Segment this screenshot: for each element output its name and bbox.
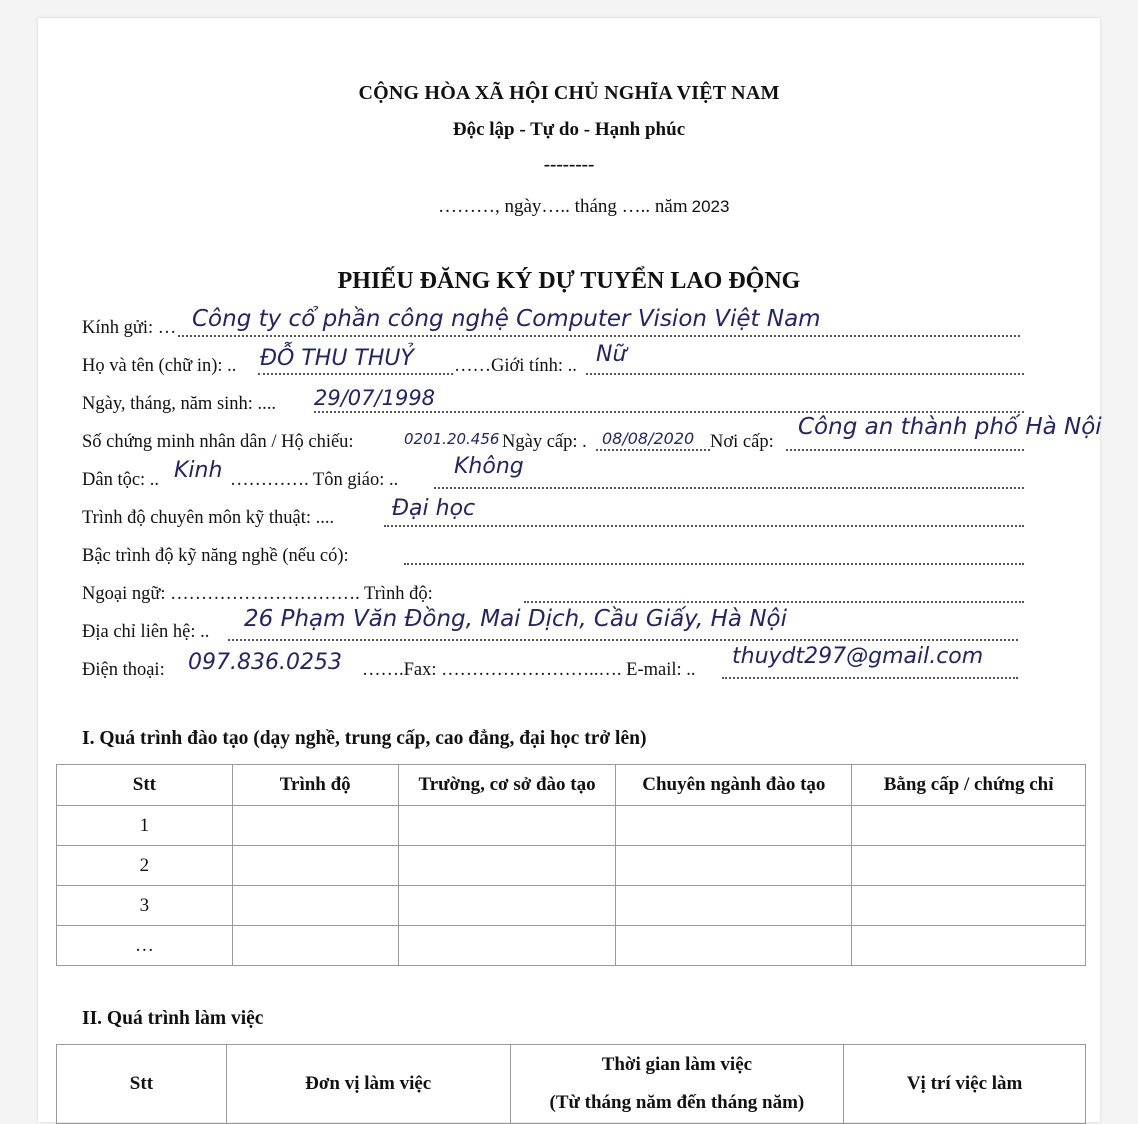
- gioi-tinh-label: ……Giới tính: ..: [454, 356, 577, 376]
- dotted-line: [258, 373, 453, 375]
- col-truong: Trường, cơ sở đào tạo: [398, 765, 616, 806]
- col-vi-tri: Vị trí việc làm: [844, 1045, 1086, 1124]
- col-stt: Stt: [57, 1045, 227, 1124]
- form-title: PHIẾU ĐĂNG KÝ DỰ TUYỂN LAO ĐỘNG: [337, 268, 801, 294]
- table-cell[interactable]: [852, 806, 1086, 846]
- form-page: [38, 18, 1100, 1122]
- field-ho-ten: [82, 342, 1026, 380]
- thoi-gian-label: Thời gian làm việc: [601, 1054, 753, 1075]
- date-year: 2023: [691, 197, 730, 216]
- field-dien-thoai: [82, 644, 1026, 684]
- table-cell[interactable]: [232, 886, 398, 926]
- table-cell[interactable]: [232, 806, 398, 846]
- table-cell[interactable]: [616, 846, 852, 886]
- table-header-row: [57, 1045, 1086, 1124]
- fax-email-label: …….Fax: ……………………..…. E-mail: ..: [362, 660, 696, 680]
- row-index: 2: [57, 846, 233, 886]
- dotted-line: [314, 411, 1024, 413]
- kinh-gui-value[interactable]: Công ty cổ phần công nghệ Computer Vision Việt Nam: [192, 306, 821, 332]
- trinh-do-value[interactable]: Đại học: [392, 496, 476, 521]
- table-cell[interactable]: [398, 846, 616, 886]
- noi-cap-label: Nơi cấp:: [710, 432, 774, 452]
- field-dia-chi: [82, 606, 1026, 646]
- section-work-title: II. Quá trình làm việc: [82, 1008, 264, 1029]
- ngay-cap-label: Ngày cấp: .: [502, 432, 587, 452]
- col-don-vi: Đơn vị làm việc: [226, 1045, 510, 1124]
- thoi-gian-note: (Từ tháng năm đến tháng năm): [549, 1092, 805, 1113]
- field-cmnd: [82, 414, 1102, 456]
- row-index: …: [57, 926, 233, 966]
- field-dan-toc: [82, 454, 1026, 494]
- col-stt: Stt: [57, 765, 233, 806]
- table-header-row: [57, 765, 1086, 806]
- gioi-tinh-value[interactable]: Nữ: [596, 342, 627, 367]
- noi-cap-value[interactable]: Công an thành phố Hà Nội: [798, 414, 1102, 440]
- field-ngoai-ngu: [82, 578, 1026, 608]
- national-title: CỘNG HÒA XÃ HỘI CHỦ NGHĨA VIỆT NAM: [358, 82, 780, 104]
- dotted-line: [434, 487, 1024, 489]
- kinh-gui-label: Kính gửi: …: [82, 318, 177, 338]
- ngay-sinh-label: Ngày, tháng, năm sinh: ....: [82, 394, 277, 414]
- trinh-do-label: Trình độ chuyên môn kỹ thuật: ....: [82, 508, 335, 528]
- dotted-line: [596, 449, 710, 451]
- ton-giao-value[interactable]: Không: [454, 454, 524, 479]
- table-cell[interactable]: [398, 886, 616, 926]
- date-prefix: ………, ngày….. tháng ….. năm: [438, 196, 688, 217]
- email-value[interactable]: thuydt297@gmail.com: [732, 644, 984, 669]
- col-trinh-do: Trình độ: [232, 765, 398, 806]
- national-motto: Độc lập - Tự do - Hạnh phúc: [452, 119, 686, 140]
- dia-chi-label: Địa chỉ liên hệ: ..: [82, 622, 210, 642]
- ngay-cap-value[interactable]: 08/08/2020: [602, 429, 695, 448]
- dia-chi-value[interactable]: 26 Phạm Văn Đồng, Mai Dịch, Cầu Giấy, Hà Nội: [244, 606, 787, 632]
- section-training-title: I. Quá trình đào tạo (dạy nghề, trung cấp, cao đẳng, đại học trở lên): [82, 728, 647, 749]
- dotted-line: [228, 639, 1018, 641]
- table-cell[interactable]: [232, 926, 398, 966]
- ho-ten-label: Họ và tên (chữ in): ..: [82, 356, 237, 376]
- dotted-line: [586, 373, 1024, 375]
- dan-toc-value[interactable]: Kinh: [174, 458, 223, 483]
- ngoai-ngu-label: Ngoại ngữ: …………………………. Trình độ:: [82, 584, 433, 604]
- dotted-line: [786, 449, 1024, 451]
- dotted-line[interactable]: [524, 601, 1024, 603]
- work-history-table: [56, 1044, 1086, 1124]
- col-chuyen-nganh: Chuyên ngành đào tạo: [616, 765, 852, 806]
- field-trinh-do: [82, 496, 1026, 532]
- ton-giao-label: …………. Tôn giáo: ..: [230, 470, 399, 490]
- table-row: [57, 886, 1086, 926]
- table-row: [57, 806, 1086, 846]
- row-index: 3: [57, 886, 233, 926]
- table-cell[interactable]: [852, 886, 1086, 926]
- table-cell[interactable]: [616, 926, 852, 966]
- cmnd-label: Số chứng minh nhân dân / Hộ chiếu:: [82, 432, 354, 452]
- ho-ten-value[interactable]: ĐỖ THU THUỶ: [260, 346, 414, 371]
- dotted-line: [722, 677, 1018, 679]
- dotted-line: [178, 335, 1020, 337]
- row-index: 1: [57, 806, 233, 846]
- dien-thoai-value[interactable]: 097.836.0253: [188, 650, 342, 675]
- table-row: [57, 846, 1086, 886]
- table-cell[interactable]: [398, 806, 616, 846]
- dotted-line: [384, 525, 1024, 527]
- dan-toc-label: Dân tộc: ..: [82, 470, 160, 490]
- table-cell[interactable]: [616, 806, 852, 846]
- col-thoi-gian: [510, 1045, 844, 1124]
- table-cell[interactable]: [232, 846, 398, 886]
- table-cell[interactable]: [616, 886, 852, 926]
- date-line: [438, 196, 729, 218]
- dien-thoai-label: Điện thoại:: [82, 660, 165, 680]
- dotted-line[interactable]: [404, 563, 1024, 565]
- bac-label: Bậc trình độ kỹ năng nghề (nếu có):: [82, 546, 349, 566]
- cmnd-value[interactable]: 0201.20.456: [404, 430, 500, 448]
- table-cell[interactable]: [852, 846, 1086, 886]
- header-divider: --------: [543, 154, 595, 175]
- field-kinh-gui: [82, 306, 1026, 342]
- ngay-sinh-value[interactable]: 29/07/1998: [314, 386, 436, 410]
- field-bac-trinh-do: [82, 540, 1026, 570]
- table-row: [57, 926, 1086, 966]
- training-table: [56, 764, 1086, 966]
- col-bang-cap: Bằng cấp / chứng chỉ: [852, 765, 1086, 806]
- table-cell[interactable]: [398, 926, 616, 966]
- table-cell[interactable]: [852, 926, 1086, 966]
